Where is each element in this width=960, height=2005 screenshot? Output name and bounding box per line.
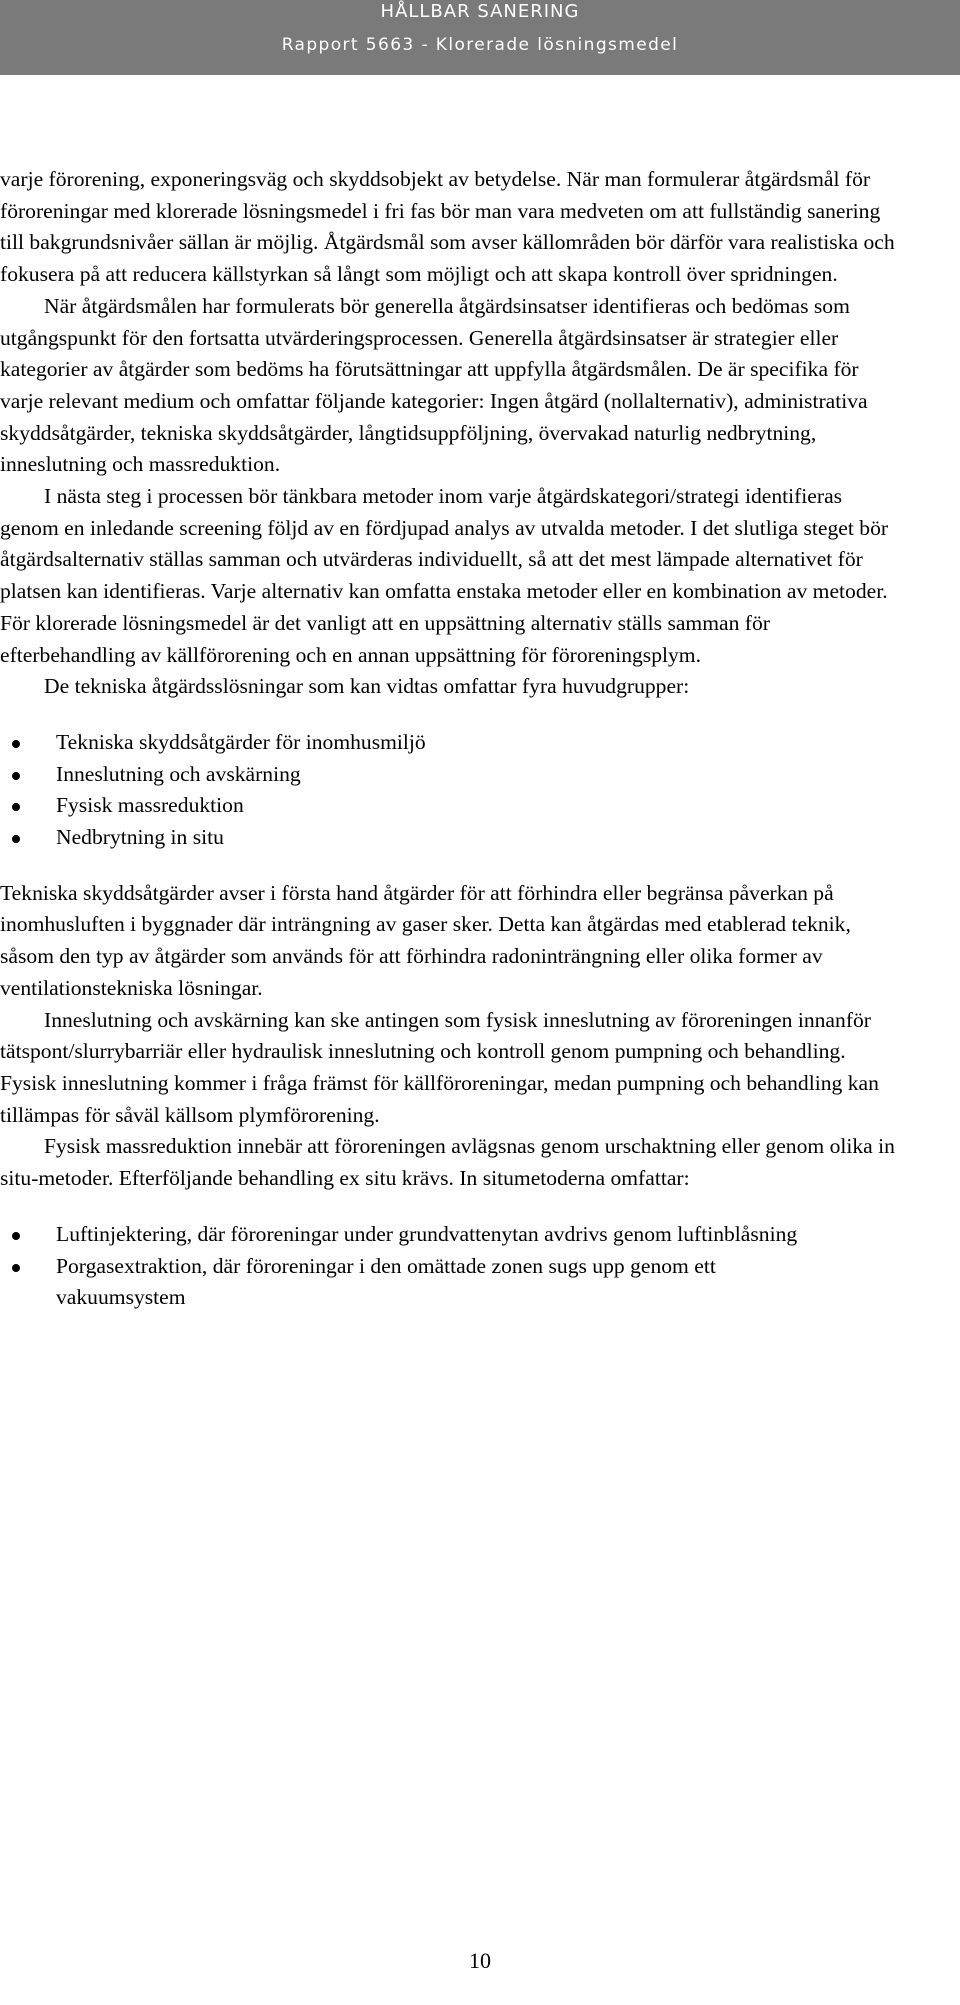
list-item bbox=[0, 1219, 816, 1251]
list-item-text: Fysisk massreduktion bbox=[56, 793, 244, 818]
body-content bbox=[0, 164, 960, 1314]
list-item-text: Porgasextraktion, där föroreningar i den omättade zonen sugs upp genom ett vakuumsystem bbox=[56, 1253, 716, 1310]
list-item bbox=[0, 1251, 816, 1314]
bullet-icon bbox=[12, 1264, 20, 1272]
list-item-text: Tekniska skyddsåtgärder för inomhusmiljö bbox=[56, 729, 426, 754]
in-situ-methods-list bbox=[0, 1219, 902, 1314]
header-subtitle: Rapport 5663 - Klorerade lösningsmedel bbox=[281, 35, 679, 55]
paragraph-intro: varje förorening, exponeringsväg och skyddsobjekt av betydelse. När man formulerar åtgärdsmål för föroreningar med klorerade lösningsmedel i fri fas bör man vara medveten om att fullständig sanering till bakgrundsnivåer sällan är möjlig. Åtgärdsmål som avser källområden bör därför vara realistiska och fokusera på att reducera källstyrkan så långt som möjligt och att skapa kontroll över spridningen. bbox=[0, 167, 895, 287]
list-item-text: Luftinjektering, där föroreningar under grundvattenytan avdrivs genom luftinblåsning bbox=[56, 1221, 798, 1246]
list-item bbox=[0, 727, 816, 759]
bullet-icon bbox=[12, 1232, 20, 1240]
paragraph-inneslutning: Inneslutning och avskärning kan ske antingen som fysisk inneslutning av föroreningen innanför tätspont/slurrybarriär eller hydraulisk inneslutning och kontroll genom pumpning och behandling. Fysisk inneslutning kommer i fråga främst för källföroreningar, medan pumpning och behandling kan tillämpas för såväl källsom plymförorening. bbox=[0, 1007, 879, 1127]
bullet-icon bbox=[12, 740, 20, 748]
list-item bbox=[0, 759, 816, 791]
page-header bbox=[0, 0, 960, 75]
paragraph-tekniska-skyddsatgarder: Tekniska skyddsåtgärder avser i första hand åtgärder för att förhindra eller begränsa påverkan på inomhusluften i byggnader där inträngning av gaser sker. Detta kan åtgärdas med etablerad teknik, såsom den typ av åtgärder som används för att förhindra radoninträngning eller olika former av ventilationstekniska lösningar. bbox=[0, 880, 851, 1000]
bullet-icon bbox=[12, 803, 20, 811]
list-item-text: Nedbrytning in situ bbox=[56, 825, 224, 850]
list-item bbox=[0, 790, 816, 822]
huvudgrupper-list bbox=[0, 727, 902, 854]
list-item-text: Inneslutning och avskärning bbox=[56, 761, 301, 786]
bullet-icon bbox=[12, 835, 20, 843]
bullet-icon bbox=[12, 772, 20, 780]
page-number: 10 bbox=[469, 1948, 491, 1973]
paragraph-generella-atgardsinsatser: När åtgärdsmålen har formulerats bör generella åtgärdsinsatser identifieras och bedömas som utgångspunkt för den fortsatta utvärderingsprocessen. Generella åtgärdsinsatser är strategier eller kategorier av åtgärder som bedöms ha förutsättningar att uppfylla åtgärdsmålen. De är specifika för varje relevant medium och omfattar följande kategorier: Ingen åtgärd (nollalternativ), administrativa skyddsåtgärder, tekniska skyddsåtgärder, långtidsuppföljning, övervakad naturlig nedbrytning, inneslutning och massreduktion. bbox=[0, 293, 868, 477]
paragraph-huvudgrupper-intro: De tekniska åtgärdsslösningar som kan vidtas omfattar fyra huvudgrupper: bbox=[44, 674, 690, 699]
paragraph-massreduktion: Fysisk massreduktion innebär att föroreningen avlägsnas genom urschaktning eller genom olika in situ-metoder. Efterföljande behandling ex situ krävs. In situmetoderna omfattar: bbox=[0, 1134, 895, 1191]
list-item bbox=[0, 822, 816, 854]
paragraph-metoder: I nästa steg i processen bör tänkbara metoder inom varje åtgärdskategori/strategi identifieras genom en inledande screening följd av en fördjupad analys av utvalda metoder. I det slutliga steget bör åtgärdsalternativ ställas samman och utvärderas individuellt, så att det mest lämpade alternativet för platsen kan identifieras. Varje alternativ kan omfatta enstaka metoder eller en kombination av metoder. För klorerade lösningsmedel är det vanligt att en uppsättning alternativ ställs samman för efterbehandling av källförorening och en annan uppsättning för föroreningsplym. bbox=[0, 484, 889, 667]
header-title: HÅLLBAR SANERING bbox=[380, 1, 580, 22]
